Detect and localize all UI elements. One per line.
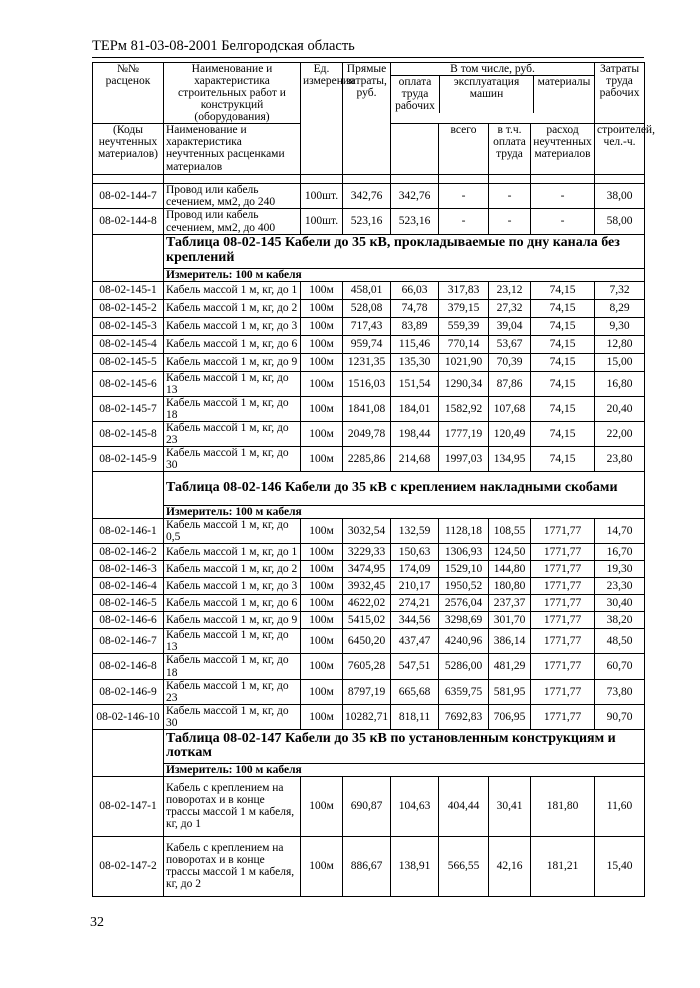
rate-machine-labor: -	[489, 184, 531, 209]
rate-labor-hours: 60,70	[595, 654, 645, 679]
rate-name: Кабель массой 1 м, кг, до 23	[164, 421, 301, 446]
rate-labor-cost: 210,17	[391, 578, 439, 595]
rate-labor-cost: 115,46	[391, 335, 439, 353]
rate-direct-cost: 5415,02	[343, 612, 391, 629]
rate-name: Кабель массой 1 м, кг, до 23	[164, 679, 301, 704]
rate-machine-cost: 1529,10	[439, 561, 489, 578]
rate-materials: 1771,77	[531, 704, 595, 729]
rate-labor-hours: 7,32	[595, 281, 645, 299]
rate-labor-hours: 30,40	[595, 595, 645, 612]
rate-machine-cost: 566,55	[439, 836, 489, 896]
rate-labor-hours: 20,40	[595, 396, 645, 421]
rate-machine-cost: 4240,96	[439, 629, 489, 654]
rate-labor-hours: 90,70	[595, 704, 645, 729]
rate-labor-cost: 104,63	[391, 776, 439, 836]
rate-labor-cost: 665,68	[391, 679, 439, 704]
rate-unit: 100м	[301, 836, 343, 896]
rate-code: 08-02-145-5	[93, 353, 164, 371]
col-header-unit: Ед. измерения	[301, 63, 343, 175]
rate-machine-labor: 581,95	[489, 679, 531, 704]
rate-name: Кабель массой 1 м, кг, до 9	[164, 612, 301, 629]
table-row	[93, 421, 645, 446]
rate-name: Провод или кабель сечением, мм2, до 240	[164, 184, 301, 209]
rate-code: 08-02-146-8	[93, 654, 164, 679]
rate-code: 08-02-146-2	[93, 544, 164, 561]
rate-machine-labor: 107,68	[489, 396, 531, 421]
rate-machine-cost: 3298,69	[439, 612, 489, 629]
rate-direct-cost: 342,76	[343, 184, 391, 209]
rate-name: Кабель массой 1 м, кг, до 0,5	[164, 519, 301, 544]
rate-name: Кабель массой 1 м, кг, до 9	[164, 353, 301, 371]
rate-machine-cost: 5286,00	[439, 654, 489, 679]
rate-direct-cost: 717,43	[343, 317, 391, 335]
rate-machine-cost: 1777,19	[439, 421, 489, 446]
rate-name: Кабель массой 1 м, кг, до 1	[164, 281, 301, 299]
col-header-direct: Прямые затраты, руб.	[343, 63, 391, 175]
table-row	[93, 335, 645, 353]
rate-labor-cost: 174,09	[391, 561, 439, 578]
rate-machine-labor: 386,14	[489, 629, 531, 654]
rate-materials: 1771,77	[531, 561, 595, 578]
rate-unit: 100м	[301, 371, 343, 396]
table-measure: Измеритель: 100 м кабеля	[164, 763, 645, 776]
rate-machine-cost: 1306,93	[439, 544, 489, 561]
rate-unit: 100м	[301, 317, 343, 335]
table-row	[93, 519, 645, 544]
col-header-name: Наименование и характеристика строительных работ и конструкций (оборудования)	[164, 63, 301, 124]
rate-machine-cost: 559,39	[439, 317, 489, 335]
rate-labor-hours: 23,80	[595, 447, 645, 472]
rate-direct-cost: 1516,03	[343, 371, 391, 396]
rate-code: 08-02-145-2	[93, 299, 164, 317]
rate-labor-hours: 11,60	[595, 776, 645, 836]
rate-unit: 100м	[301, 595, 343, 612]
rate-labor-cost: 132,59	[391, 519, 439, 544]
rate-unit: 100м	[301, 544, 343, 561]
rate-code: 08-02-145-8	[93, 421, 164, 446]
rate-materials: -	[531, 209, 595, 234]
rate-machine-labor: 144,80	[489, 561, 531, 578]
table-row	[93, 184, 645, 209]
rate-labor-hours: 14,70	[595, 519, 645, 544]
rate-direct-cost: 3474,95	[343, 561, 391, 578]
rate-machine-labor: 120,49	[489, 421, 531, 446]
rate-labor-hours: 16,80	[595, 371, 645, 396]
rate-name: Кабель массой 1 м, кг, до 18	[164, 396, 301, 421]
rate-code: 08-02-145-3	[93, 317, 164, 335]
rate-name: Кабель массой 1 м, кг, до 1	[164, 544, 301, 561]
rate-labor-cost: 74,78	[391, 299, 439, 317]
rate-labor-cost: 83,89	[391, 317, 439, 335]
rate-machine-cost: 6359,75	[439, 679, 489, 704]
rate-direct-cost: 6450,20	[343, 629, 391, 654]
rate-machine-labor: 481,29	[489, 654, 531, 679]
col-header-code: №№ расценок	[93, 63, 164, 124]
rate-code: 08-02-147-1	[93, 776, 164, 836]
rate-code: 08-02-146-10	[93, 704, 164, 729]
rate-name: Провод или кабель сечением, мм2, до 400	[164, 209, 301, 234]
rate-direct-cost: 886,67	[343, 836, 391, 896]
col-header-name2: Наименование и характеристика неучтенных расценками материалов	[164, 124, 301, 175]
rate-code: 08-02-146-3	[93, 561, 164, 578]
rate-machine-cost: 1128,18	[439, 519, 489, 544]
rate-unit: 100м	[301, 281, 343, 299]
rate-unit: 100м	[301, 353, 343, 371]
rate-materials: 74,15	[531, 396, 595, 421]
rate-direct-cost: 528,08	[343, 299, 391, 317]
rate-name: Кабель с креплением на поворотах и в конце трассы массой 1 м кабеля, кг, до 1	[164, 776, 301, 836]
rate-direct-cost: 458,01	[343, 281, 391, 299]
table-measure: Измеритель: 100 м кабеля	[164, 506, 645, 519]
rate-name: Кабель массой 1 м, кг, до 6	[164, 335, 301, 353]
rate-code: 08-02-145-1	[93, 281, 164, 299]
rate-labor-hours: 73,80	[595, 679, 645, 704]
table-row	[93, 544, 645, 561]
table-row	[93, 281, 645, 299]
rate-materials: -	[531, 184, 595, 209]
rate-labor-cost: 523,16	[391, 209, 439, 234]
table-measure: Измеритель: 100 м кабеля	[164, 268, 645, 281]
rate-name: Кабель массой 1 м, кг, до 30	[164, 447, 301, 472]
rate-machine-cost: 1582,92	[439, 396, 489, 421]
rate-machine-labor: 30,41	[489, 776, 531, 836]
rate-code: 08-02-146-7	[93, 629, 164, 654]
rate-machine-cost: -	[439, 184, 489, 209]
rate-direct-cost: 1841,08	[343, 396, 391, 421]
rate-direct-cost: 2049,78	[343, 421, 391, 446]
rate-labor-cost: 184,01	[391, 396, 439, 421]
rate-name: Кабель массой 1 м, кг, до 13	[164, 371, 301, 396]
rate-materials: 1771,77	[531, 679, 595, 704]
table-row	[93, 704, 645, 729]
table-row	[93, 396, 645, 421]
rate-code: 08-02-145-6	[93, 371, 164, 396]
table-title: Таблица 08-02-147 Кабели до 35 кВ по установленным конструкциям и лоткам	[164, 729, 645, 763]
table-row	[93, 353, 645, 371]
rate-labor-cost: 198,44	[391, 421, 439, 446]
rate-code: 08-02-146-9	[93, 679, 164, 704]
rate-direct-cost: 523,16	[343, 209, 391, 234]
rate-name: Кабель массой 1 м, кг, до 3	[164, 317, 301, 335]
rate-machine-cost: 317,83	[439, 281, 489, 299]
rate-name: Кабель с креплением на поворотах и в конце трассы массой 1 м кабеля, кг, до 2	[164, 836, 301, 896]
rate-materials: 74,15	[531, 447, 595, 472]
rate-machine-labor: 301,70	[489, 612, 531, 629]
table-title: Таблица 08-02-145 Кабели до 35 кВ, прокладываемые по дну канала без креплений	[164, 234, 645, 268]
rate-labor-cost: 135,30	[391, 353, 439, 371]
rate-machine-labor: 706,95	[489, 704, 531, 729]
col-header-including: В том числе, руб.	[391, 63, 594, 76]
rate-machine-labor: 237,37	[489, 595, 531, 612]
rate-materials: 74,15	[531, 299, 595, 317]
rate-machine-cost: 770,14	[439, 335, 489, 353]
rate-labor-cost: 66,03	[391, 281, 439, 299]
rate-code: 08-02-146-6	[93, 612, 164, 629]
rate-direct-cost: 3932,45	[343, 578, 391, 595]
table-row	[93, 836, 645, 896]
rate-labor-hours: 38,00	[595, 184, 645, 209]
table-row	[93, 654, 645, 679]
rate-code: 08-02-144-7	[93, 184, 164, 209]
rate-labor-hours: 58,00	[595, 209, 645, 234]
rate-labor-hours: 15,40	[595, 836, 645, 896]
col-header-code2: (Коды неучтенных материалов)	[93, 124, 164, 175]
rate-machine-cost: 7692,83	[439, 704, 489, 729]
rate-unit: 100м	[301, 654, 343, 679]
rate-machine-cost: 1997,03	[439, 447, 489, 472]
rate-machine-cost: 404,44	[439, 776, 489, 836]
rate-machine-labor: 180,80	[489, 578, 531, 595]
rate-code: 08-02-145-4	[93, 335, 164, 353]
rate-direct-cost: 1231,35	[343, 353, 391, 371]
rate-labor-cost: 342,76	[391, 184, 439, 209]
table-row	[93, 595, 645, 612]
table-row	[93, 371, 645, 396]
rate-materials: 74,15	[531, 281, 595, 299]
rate-unit: 100м	[301, 421, 343, 446]
rate-unit: 100м	[301, 578, 343, 595]
rate-code: 08-02-146-5	[93, 595, 164, 612]
rate-name: Кабель массой 1 м, кг, до 2	[164, 561, 301, 578]
col-header-incl-pay: в т.ч. оплата труда	[489, 124, 531, 175]
rate-machine-labor: 39,04	[489, 317, 531, 335]
rate-unit: 100м	[301, 561, 343, 578]
rate-unit: 100м	[301, 776, 343, 836]
rate-direct-cost: 8797,19	[343, 679, 391, 704]
col-header-including-group	[391, 63, 595, 124]
rate-name: Кабель массой 1 м, кг, до 18	[164, 654, 301, 679]
col-header-materials: материалы	[537, 76, 591, 89]
rate-unit: 100м	[301, 629, 343, 654]
rate-unit: 100м	[301, 519, 343, 544]
page-number: 32	[90, 915, 104, 930]
rate-code: 08-02-144-8	[93, 209, 164, 234]
rate-labor-hours: 22,00	[595, 421, 645, 446]
rate-unit: 100шт.	[301, 184, 343, 209]
rate-machine-labor: 23,12	[489, 281, 531, 299]
rate-materials: 74,15	[531, 371, 595, 396]
rate-direct-cost: 690,87	[343, 776, 391, 836]
page-header: ТЕРм 81-03-08-2001 Белгородская область	[92, 38, 355, 54]
rate-labor-cost: 138,91	[391, 836, 439, 896]
rate-name: Кабель массой 1 м, кг, до 6	[164, 595, 301, 612]
col-header-builders: строителей, чел.-ч.	[595, 124, 645, 175]
rate-labor-cost: 151,54	[391, 371, 439, 396]
rate-direct-cost: 10282,71	[343, 704, 391, 729]
rate-materials: 1771,77	[531, 595, 595, 612]
rate-machine-labor: 42,16	[489, 836, 531, 896]
table-row	[93, 776, 645, 836]
table-row	[93, 447, 645, 472]
table-row	[93, 317, 645, 335]
rate-labor-cost: 274,21	[391, 595, 439, 612]
col-header-hours: Затраты труда рабочих	[595, 63, 645, 124]
col-header-labor: оплата труда рабочих	[391, 76, 440, 113]
rate-unit: 100шт.	[301, 209, 343, 234]
rate-labor-cost: 214,68	[391, 447, 439, 472]
rate-machine-labor: 27,32	[489, 299, 531, 317]
rate-labor-cost: 150,63	[391, 544, 439, 561]
col-header-total: всего	[439, 124, 489, 175]
rate-labor-hours: 19,30	[595, 561, 645, 578]
rate-materials: 1771,77	[531, 578, 595, 595]
table-row	[93, 209, 645, 234]
rate-materials: 74,15	[531, 421, 595, 446]
rate-machine-cost: 2576,04	[439, 595, 489, 612]
rate-unit: 100м	[301, 704, 343, 729]
rate-code: 08-02-145-9	[93, 447, 164, 472]
rates-table	[92, 62, 655, 897]
table-row	[93, 299, 645, 317]
rate-machine-cost: -	[439, 209, 489, 234]
rate-name: Кабель массой 1 м, кг, до 3	[164, 578, 301, 595]
rate-machine-labor: 87,86	[489, 371, 531, 396]
rate-machine-labor: 70,39	[489, 353, 531, 371]
rate-code: 08-02-147-2	[93, 836, 164, 896]
rate-direct-cost: 7605,28	[343, 654, 391, 679]
rate-materials: 1771,77	[531, 612, 595, 629]
rate-machine-labor: -	[489, 209, 531, 234]
rate-machine-labor: 53,67	[489, 335, 531, 353]
rate-code: 08-02-145-7	[93, 396, 164, 421]
rate-materials: 74,15	[531, 317, 595, 335]
rate-unit: 100м	[301, 679, 343, 704]
rate-labor-hours: 38,20	[595, 612, 645, 629]
rate-labor-hours: 23,30	[595, 578, 645, 595]
rate-direct-cost: 959,74	[343, 335, 391, 353]
rate-labor-hours: 16,70	[595, 544, 645, 561]
table-row	[93, 629, 645, 654]
rate-machine-cost: 379,15	[439, 299, 489, 317]
rate-labor-cost: 547,51	[391, 654, 439, 679]
rate-direct-cost: 3229,33	[343, 544, 391, 561]
table-title: Таблица 08-02-146 Кабели до 35 кВ с креплением накладными скобами	[164, 472, 645, 506]
rate-machine-cost: 1950,52	[439, 578, 489, 595]
rate-machine-cost: 1290,34	[439, 371, 489, 396]
rate-labor-hours: 12,80	[595, 335, 645, 353]
rate-name: Кабель массой 1 м, кг, до 13	[164, 629, 301, 654]
rate-machine-labor: 124,50	[489, 544, 531, 561]
header-divider	[92, 57, 644, 58]
rate-direct-cost: 3032,54	[343, 519, 391, 544]
col-header-machines: эксплуатация машин	[440, 76, 534, 113]
rate-labor-hours: 9,30	[595, 317, 645, 335]
rate-unit: 100м	[301, 335, 343, 353]
rate-unit: 100м	[301, 396, 343, 421]
rate-materials: 181,80	[531, 776, 595, 836]
rate-machine-labor: 108,55	[489, 519, 531, 544]
table-row	[93, 679, 645, 704]
col-header-unaccounted: расход неучтенных материалов	[531, 124, 595, 175]
rate-materials: 181,21	[531, 836, 595, 896]
rate-materials: 74,15	[531, 335, 595, 353]
rate-labor-cost: 818,11	[391, 704, 439, 729]
rate-labor-hours: 48,50	[595, 629, 645, 654]
rate-labor-cost: 344,56	[391, 612, 439, 629]
table-row	[93, 578, 645, 595]
rate-code: 08-02-146-4	[93, 578, 164, 595]
rate-unit: 100м	[301, 612, 343, 629]
rate-unit: 100м	[301, 447, 343, 472]
rate-materials: 1771,77	[531, 519, 595, 544]
rate-name: Кабель массой 1 м, кг, до 30	[164, 704, 301, 729]
rate-materials: 74,15	[531, 353, 595, 371]
rate-labor-cost: 437,47	[391, 629, 439, 654]
table-row	[93, 561, 645, 578]
rate-labor-hours: 15,00	[595, 353, 645, 371]
rate-machine-cost: 1021,90	[439, 353, 489, 371]
rate-direct-cost: 2285,86	[343, 447, 391, 472]
rate-materials: 1771,77	[531, 654, 595, 679]
rate-machine-labor: 134,95	[489, 447, 531, 472]
rate-direct-cost: 4622,02	[343, 595, 391, 612]
rate-unit: 100м	[301, 299, 343, 317]
rate-name: Кабель массой 1 м, кг, до 2	[164, 299, 301, 317]
table-row	[93, 612, 645, 629]
rate-materials: 1771,77	[531, 544, 595, 561]
rate-code: 08-02-146-1	[93, 519, 164, 544]
rate-materials: 1771,77	[531, 629, 595, 654]
rate-labor-hours: 8,29	[595, 299, 645, 317]
